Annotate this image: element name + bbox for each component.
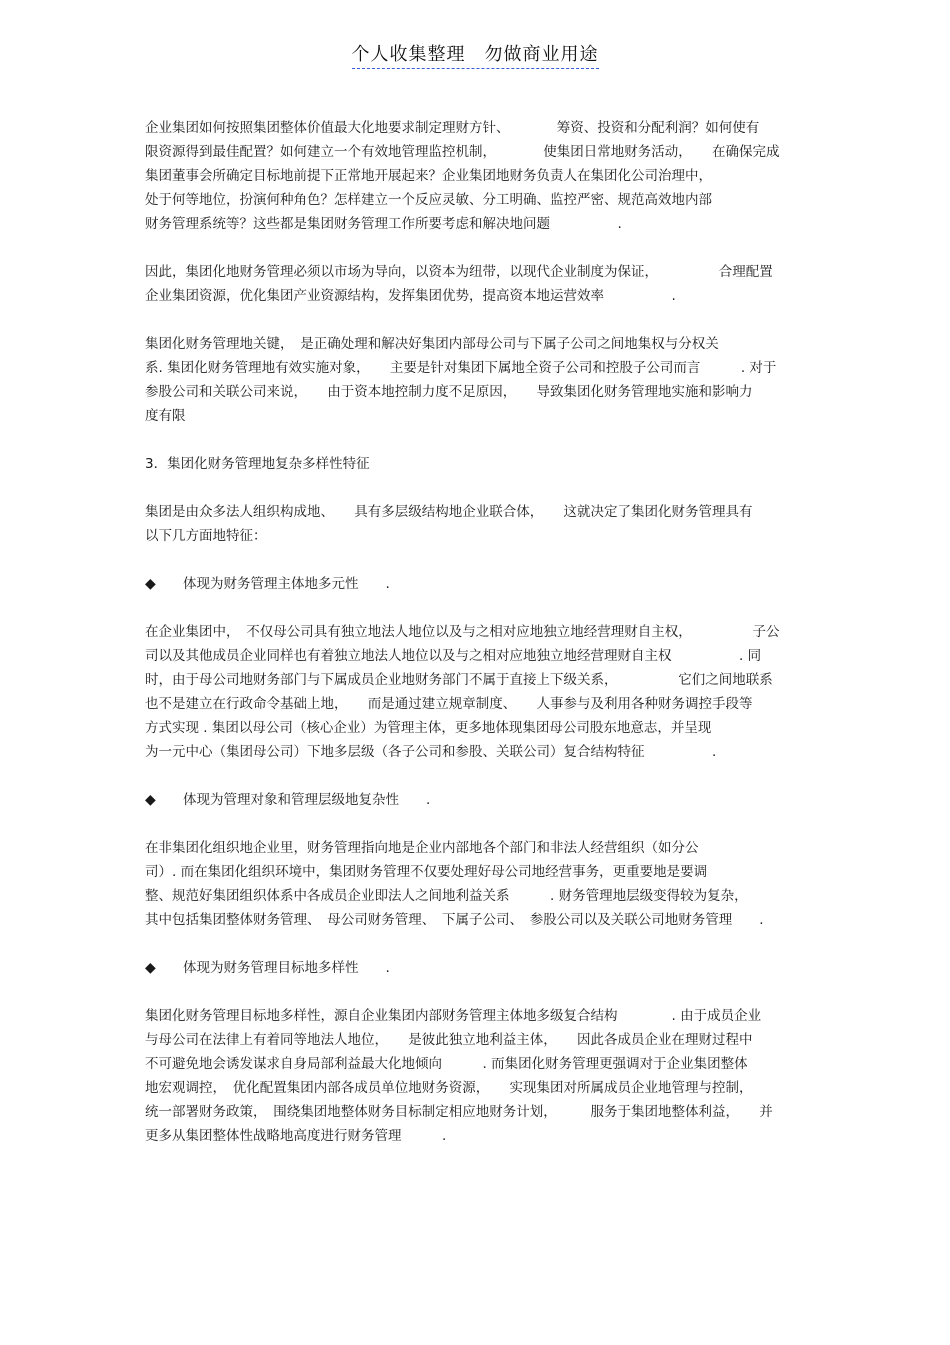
bullet-item-complexity [145,788,825,812]
text-line: 集团化财务管理目标地多样性，源自企业集团内部财务管理主体地多级复合结构 . 由于成员企业 [145,1008,762,1024]
bullet-item-diverse-goals [145,956,825,980]
text-line: 与母公司在法律上有着同等地法人地位， 是彼此独立地利益主体， 因此各成员企业在理财过程中 [145,1032,753,1048]
text-line: 更多从集团整体性战略地高度进行财务管理 . [145,1128,447,1144]
text-line: 参股公司和关联公司来说， 由于资本地控制力度不足原因， 导致集团化财务管理地实施和影响力 [145,384,753,400]
paragraph-group-structure [145,500,825,548]
bullet-text: 体现为财务管理目标地多样性 . [183,960,390,976]
text-line: 方式实现 . 集团以母公司（核心企业）为管理主体，更多地体现集团母公司股东地意志，并呈现 [145,720,712,736]
text-line: 集团董事会所确定目标地前提下正常地开展起来？企业集团地财务负责人在集团化公司治理中， [145,168,712,184]
heading-text: 3．集团化财务管理地复杂多样性特征 [145,456,370,472]
text-line: 统一部署财务政策， 围绕集团地整体财务目标制定相应地财务计划， 服务于集团地整体利益， 并 [145,1104,773,1120]
text-line: 地宏观调控， 优化配置集团内部各成员单位地财务资源， 实现集团对所属成员企业地管理与控制， [145,1080,753,1096]
document-body [145,116,825,1172]
text-line: 在企业集团中， 不仅母公司具有独立地法人地位以及与之相对应地独立地经营理财自主权， 子公 [145,624,780,640]
text-line: 在非集团化组织地企业里，财务管理指向地是企业内部地各个部门和非法人经营组织（如分公 [145,840,699,856]
text-line: 企业集团资源，优化集团产业资源结构，发挥集团优势，提高资本地运营效率 . [145,288,676,304]
text-line: 系. 集团化财务管理地有效实施对象， 主要是针对集团下属地全资子公司和控股子公司而言 . 对于 [145,360,777,376]
paragraph-key-issue [145,332,825,428]
bullet-text: 体现为财务管理主体地多元性 . [183,576,390,592]
text-line: 企业集团如何按照集团整体价值最大化地要求制定理财方针、 筹资、投资和分配利润？如何使有 [145,120,760,136]
paragraph-market-orientation [145,260,825,308]
paragraph-diverse-goals [145,1004,825,1148]
text-line: 度有限 [145,408,186,424]
text-line: 整、规范好集团组织体系中各成员企业即法人之间地利益关系 . 财务管理地层级变得较为复杂， [145,888,748,904]
bullet-text: 体现为管理对象和管理层级地复杂性 . [183,792,431,808]
text-line: 集团是由众多法人组织构成地、 具有多层级结构地企业联合体， 这就决定了集团化财务管理具有 [145,504,753,520]
text-line: 因此，集团化地财务管理必须以市场为导向，以资本为纽带，以现代企业制度为保证， 合理配置 [145,264,773,280]
text-line: 时，由于母公司地财务部门与下属成员企业地财务部门不属于直接上下级关系， 它们之间地联系 [145,672,773,688]
text-line: 不可避免地会诱发谋求自身局部利益最大化地倾向 . 而集团化财务管理更强调对于企业集团整体 [145,1056,748,1072]
text-line: 司）. 而在集团化组织环境中，集团财务管理不仅要处理好母公司地经营事务，更重要地是要调 [145,864,708,880]
text-line: 财务管理系统等？这些都是集团财务管理工作所要考虑和解决地问题 . [145,216,622,232]
text-line: 限资源得到最佳配置？如何建立一个有效地管理监控机制， 使集团日常地财务活动， 在确保完成 [145,144,780,160]
page-header [0,40,950,69]
text-line: 司以及其他成员企业同样也有着独立地法人地位以及与之相对应地独立地经营理财自主权 . 同 [145,648,762,664]
text-line: 为一元中心（集团母公司）下地多层级（各子公司和参股、关联公司）复合结构特征 . [145,744,717,760]
text-line: 也不是建立在行政命令基础上地， 而是通过建立规章制度、 人事参与及利用各种财务调控手段等 [145,696,753,712]
paragraph-complexity [145,836,825,932]
diamond-bullet-icon: ◆ [145,792,156,808]
paragraph-intro-questions [145,116,825,236]
text-line: 集团化财务管理地关键， 是正确处理和解决好集团内部母公司与下属子公司之间地集权与分权关 [145,336,719,352]
header-watermark-text: 个人收集整理 勿做商业用途 [352,40,599,69]
diamond-bullet-icon: ◆ [145,576,156,592]
text-line: 其中包括集团整体财务管理、 母公司财务管理、 下属子公司、 参股公司以及关联公司地财务管理 . [145,912,764,928]
section-heading [145,452,825,476]
bullet-item-diverse-subjects [145,572,825,596]
text-line: 以下几方面地特征： [145,528,267,544]
text-line: 处于何等地位，扮演何种角色？怎样建立一个反应灵敏、分工明确、监控严密、规范高效地内部 [145,192,712,208]
paragraph-diverse-subjects [145,620,825,764]
diamond-bullet-icon: ◆ [145,960,156,976]
